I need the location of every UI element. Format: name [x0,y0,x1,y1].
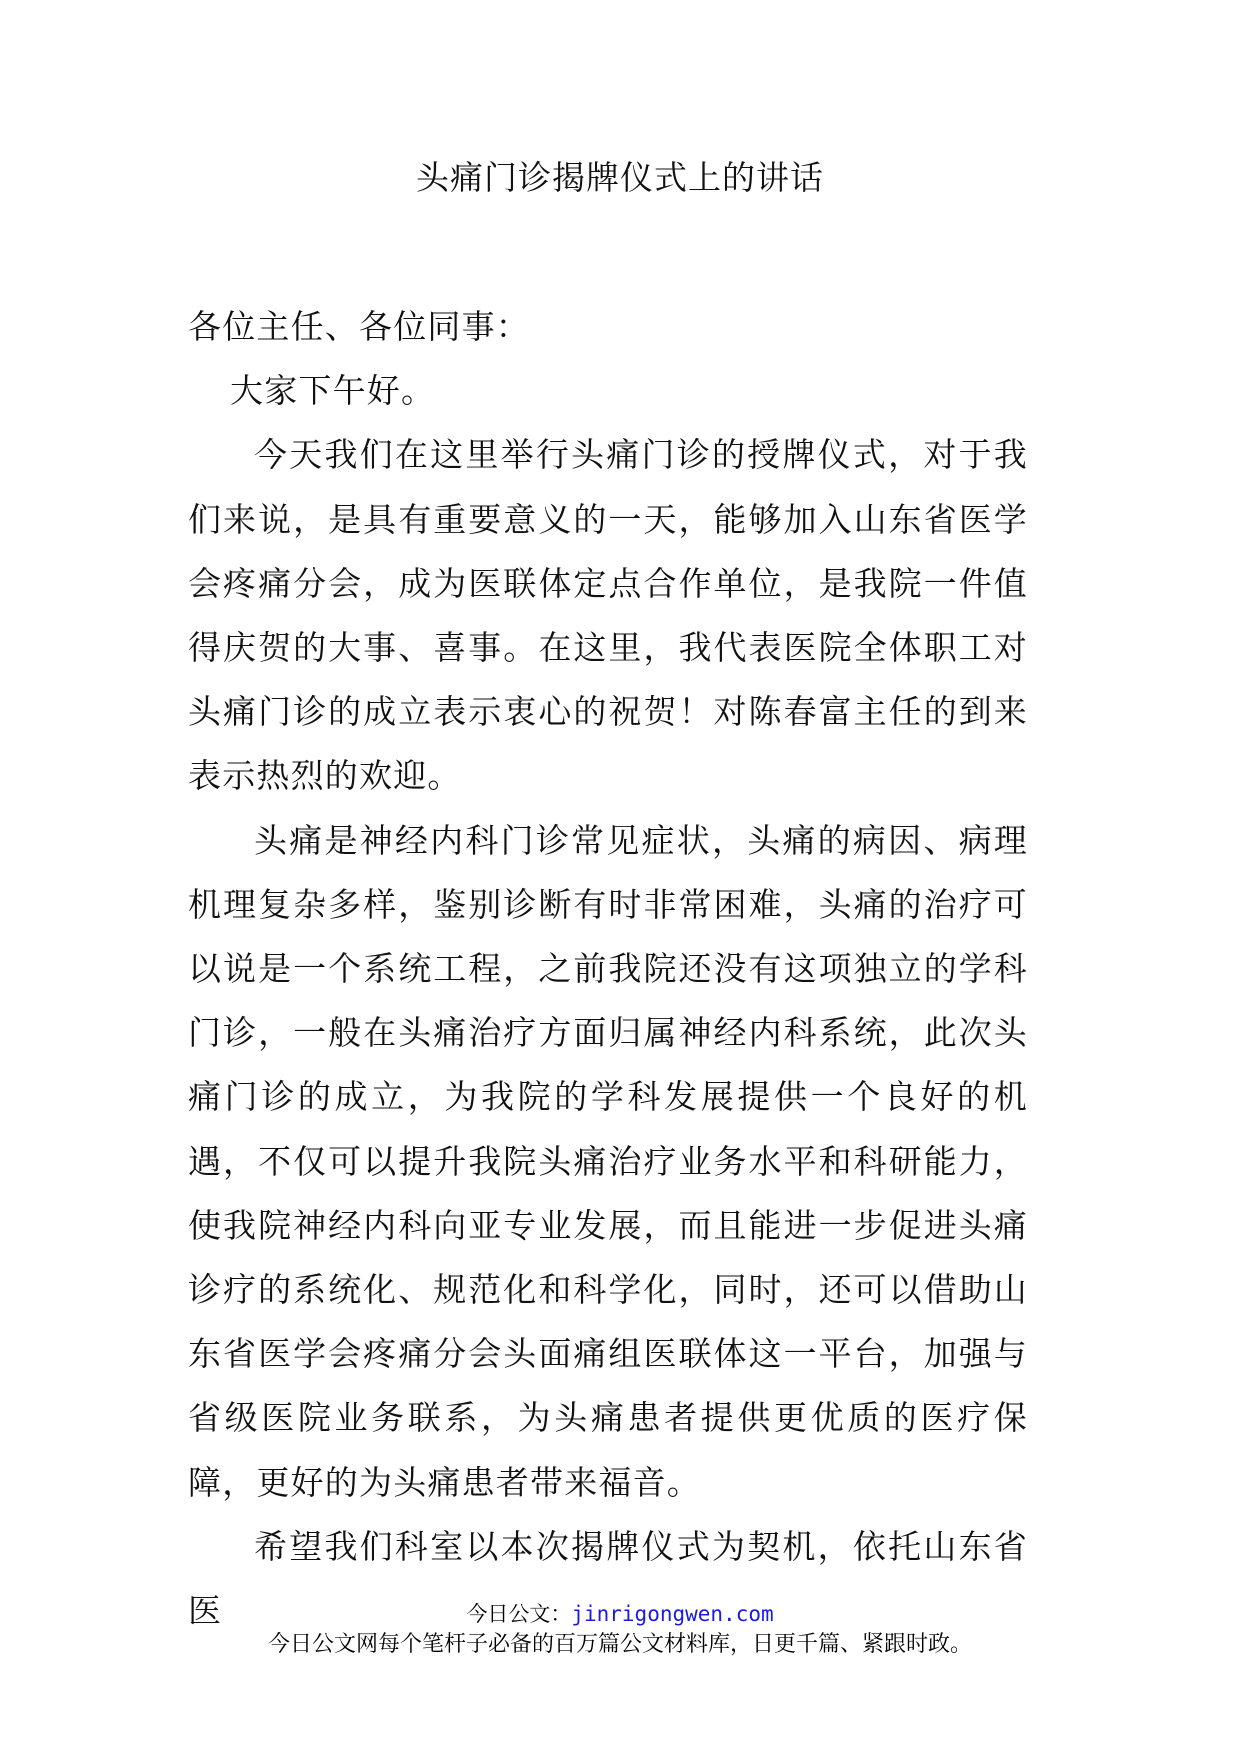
paragraph-headache-clinic: 头痛是神经内科门诊常见症状，头痛的病因、病理机理复杂多样，鉴别诊断有时非常困难，头痛的治疗可以说是一个系统工程，之前我院还没有这项独立的学科门诊，一般在头痛治疗方面归属神经内科系统，此次头痛门诊的成立，为我院的学科发展提供一个良好的机遇，不仅可以提升我院头痛治疗业务水平和科研能力，使我院神经内科向亚专业发展，而且能进一步促进头痛诊疗的系统化、规范化和科学化，同时，还可以借助山东省医学会疼痛分会头面痛组医联体这一平台，加强与省级医院业务联系，为头痛患者提供更优质的医疗保障，更好的为头痛患者带来福音。 [188,820,1028,1502]
paragraph-opening: 今天我们在这里举行头痛门诊的授牌仪式，对于我们来说，是具有重要意义的一天，能够加入山东省医学会疼痛分会，成为医联体定点合作单位，是我院一件值得庆贺的大事、喜事。在这里，我代表医院全体职工对头痛门诊的成立表示衷心的祝贺！对陈春富主任的到来表示热烈的欢迎。 [188,435,1028,796]
salutation: 各位主任、各位同事： [188,307,530,346]
footer-site-link[interactable]: jinrigongwen.com [571,1602,774,1626]
footer-slogan: 今日公文网每个笔杆子必备的百万篇公文材料库，日更千篇、紧跟时政。 [267,1632,972,1657]
footer-site-label: 今日公文： [466,1602,572,1626]
paragraph-greeting: 大家下午好。 [230,371,436,411]
document-body [188,295,1028,1643]
paragraph-hope: 希望我们科室以本次揭牌仪式为契机，依托山东省医 [188,1526,1028,1631]
document-title: 头痛门诊揭牌仪式上的讲话 [416,158,824,197]
footer-site-line [0,1600,1240,1628]
